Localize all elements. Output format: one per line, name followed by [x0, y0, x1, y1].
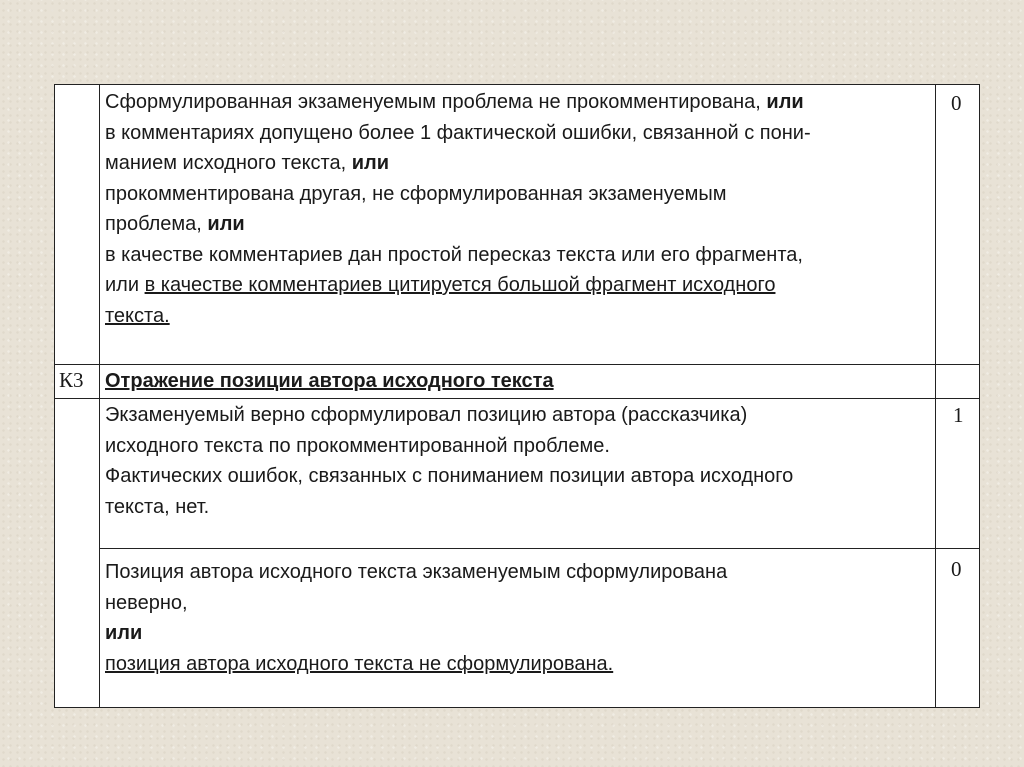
row3-line2: неверно,: [105, 591, 188, 614]
row1-line3: манием исходного текста,: [105, 152, 347, 174]
row1-line4: прокомментирована другая, не сформулированная экзаменуемым: [105, 182, 727, 205]
row3-line3: позиция автора исходного текста не сформулирована.: [105, 652, 614, 675]
row3-line1: Позиция автора исходного текста экзаменуемым сформулирована: [105, 561, 728, 583]
row3-or: или: [105, 622, 143, 644]
row1-line7-prefix: или: [105, 274, 140, 296]
row1-line7-underlined: в качестве комментариев цитируется большой фрагмент исходного: [144, 274, 776, 296]
row-divider-2: [55, 398, 979, 399]
row1-score: 0: [951, 91, 962, 115]
row-divider-1: [55, 364, 979, 365]
criteria-table: [54, 84, 980, 708]
row1-or1: или: [766, 91, 804, 113]
row2-line2: исходного текста по прокомментированной проблеме.: [105, 434, 610, 457]
column-divider-code: [99, 85, 100, 707]
row1-line8-underlined: текста.: [105, 304, 170, 327]
row2-line1: Экзаменуемый верно сформулировал позицию автора (рассказчика): [105, 404, 748, 426]
row2-score: 1: [953, 403, 964, 427]
row3-description: [105, 557, 933, 679]
row1-line6: в качестве комментариев дан простой пересказ текста или его фрагмента,: [105, 243, 803, 266]
row1-line1: Сформулированная экзаменуемым проблема не прокомментирована,: [105, 91, 761, 113]
row1-line2: в комментариях допущено более 1 фактической ошибки, связанной с пони-: [105, 121, 811, 144]
row1-or3: или: [207, 213, 245, 235]
row1-line5: проблема,: [105, 213, 202, 235]
column-divider-score: [935, 85, 936, 707]
row2-line4: текста, нет.: [105, 495, 210, 518]
criterion-title: Отражение позиции автора исходного текста: [105, 370, 554, 392]
row-divider-3: [99, 548, 979, 549]
row2-line3: Фактических ошибок, связанных с пониманием позиции автора исходного: [105, 465, 794, 487]
row1-description: [105, 87, 933, 331]
row1-or2: или: [351, 152, 390, 174]
row2-description: [105, 400, 933, 522]
criterion-code: К3: [59, 368, 84, 392]
row3-score: 0: [951, 557, 962, 581]
